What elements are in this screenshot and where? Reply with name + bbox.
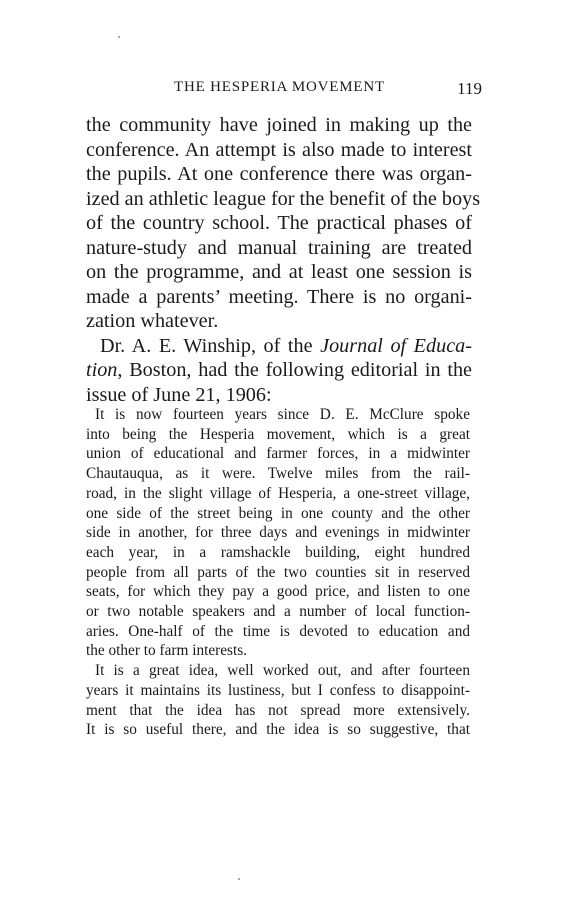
extract-line: each year, in a ramshackle building, eight hundred	[86, 543, 470, 561]
running-title: THE HESPERIA MOVEMENT	[174, 79, 385, 95]
page-number: 119	[457, 79, 482, 98]
body-line: ized an athletic league for the benefit of the boys	[86, 187, 481, 210]
body-line: issue of June 21, 1906:	[86, 383, 272, 406]
extract-line: aries. One-half of the time is devoted to education and	[86, 622, 470, 640]
body-line: conference. An attempt is also made to interest	[86, 138, 472, 161]
extract-line: Chautauqua, as it were. Twelve miles from the rail-	[86, 465, 470, 483]
quoted-editorial	[86, 405, 470, 740]
extract-line: into being the Hesperia movement, which is a great	[86, 425, 470, 443]
extract-line: It is now fourteen years since D. E. McClure spoke	[95, 406, 470, 423]
running-header	[86, 79, 484, 101]
extract-line: one side of the street being in one county and the other	[86, 504, 470, 522]
body-text	[86, 113, 481, 407]
body-line: of the country school. The practical phases of	[86, 212, 472, 234]
body-line: nature-study and manual training are treated	[86, 236, 472, 259]
citation-text: , Boston, had the following editorial in the	[117, 359, 472, 381]
body-line: the community have joined in making up the	[86, 114, 472, 136]
extract-line: the other to farm interests.	[86, 642, 247, 660]
body-line: zation whatever.	[86, 310, 219, 332]
extract-line: union of educational and farmer forces, in a midwinter	[86, 445, 470, 463]
citation-text: Dr. A. E. Winship, of the	[100, 334, 321, 357]
extract-line: road, in the slight village of Hesperia, a one-street village,	[86, 484, 470, 502]
body-line: on the programme, and at least one session is	[86, 261, 472, 283]
extract-line: people from all parts of the two counties sit in reserved	[86, 563, 470, 581]
body-line: the pupils. At one conference there was organ-	[86, 163, 472, 185]
scan-speck	[238, 878, 240, 880]
extract-line: or two notable speakers and a number of local function-	[86, 603, 470, 621]
body-line-citation	[86, 358, 472, 383]
extract-line: years it maintains its lustiness, but I confess to disappoint-	[86, 681, 470, 699]
extract-line: It is so useful there, and the idea is so suggestive, that	[86, 721, 470, 739]
journal-title-part2: tion	[86, 359, 118, 381]
body-line: made a parents’ meeting. There is no organi-	[86, 285, 472, 308]
body-line-citation	[86, 334, 472, 359]
extract-line: ment that the idea has not spread more extensively.	[86, 701, 470, 719]
extract-line: side in another, for three days and evenings in midwinter	[86, 524, 470, 542]
extract-line: It is a great idea, well worked out, and after fourteen	[95, 662, 470, 680]
journal-title-part1: Journal of Educa-	[320, 334, 472, 357]
extract-line: seats, for which they pay a good price, and listen to one	[86, 583, 470, 601]
scan-speck	[118, 36, 120, 38]
